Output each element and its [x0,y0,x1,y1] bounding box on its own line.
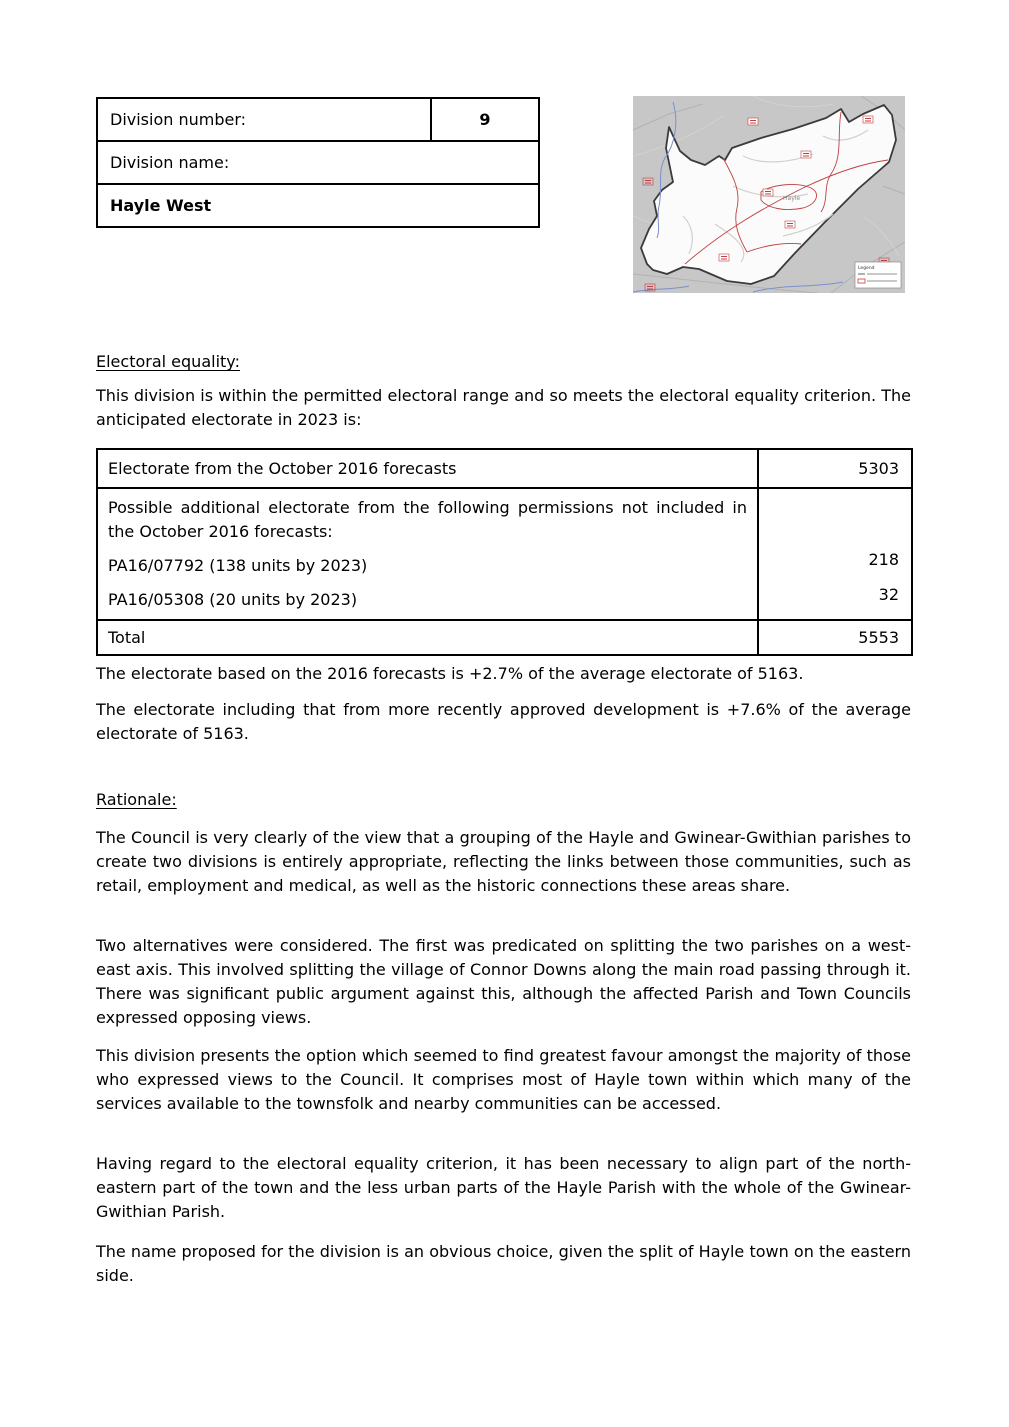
table-row [97,141,539,184]
table-row [97,184,539,227]
additional-electorate-label: Possible additional electorate from the following permissions not included in the October 2016 forecasts: [108,498,747,541]
division-map [633,96,905,293]
rationale-paragraph: The Council is very clearly of the view that a grouping of the Hayle and Gwinear-Gwithian parishes to create two divisions is entirely appropriate, reflecting the links between those communities, such as retail, employment and medical, as well as the historic connections these areas share. [96,828,911,895]
division-number-value: 9 [431,98,539,141]
division-number-label: Division number: [97,98,431,141]
division-info-table [96,97,540,228]
electoral-equality-heading: Electoral equality: [96,352,240,371]
map-legend-title: Legend [858,266,875,271]
permission-item: PA16/05308 (20 units by 2023) [108,590,358,609]
total-value: 5553 [758,620,912,655]
permission-value: 218 [868,550,899,569]
rationale-heading: Rationale: [96,790,177,809]
electorate-forecast-value: 5303 [758,449,912,488]
development-note: The electorate including that from more recently approved development is +7.6% of the average electorate of 5163. [96,700,911,743]
electorate-forecast-label: Electorate from the October 2016 forecasts [97,449,758,488]
permission-item: PA16/07792 (138 units by 2023) [108,556,368,575]
forecast-note: The electorate based on the 2016 forecasts is +2.7% of the average electorate of 5163. [96,664,804,683]
electoral-equality-intro: This division is within the permitted electoral range and so meets the electoral equality criterion. The anticipated electorate in 2023 is: [96,386,911,429]
total-label: Total [97,620,758,655]
map-place-label: Hayle [783,195,801,202]
rationale-paragraph: Two alternatives were considered. The first was predicated on splitting the two parishes on a west-east axis. This involved splitting the village of Connor Downs along the main road passing through it. There was significant public argument against this, although the affected Parish and Town Councils expressed opposing views. [96,936,911,1027]
division-map-image [633,96,905,293]
table-row [97,98,539,141]
electorate-table [96,448,913,656]
rationale-paragraph: The name proposed for the division is an obvious choice, given the split of Hayle town on the eastern side. [96,1242,911,1285]
table-row [97,620,912,655]
permission-value: 32 [878,585,899,604]
rationale-paragraph: This division presents the option which seemed to find greatest favour amongst the majority of those who expressed views to the Council. It comprises most of Hayle town within which many of the services available to the townsfolk and nearby communities can be accessed. [96,1046,911,1113]
table-row [97,488,912,620]
map-legend [855,262,901,288]
rationale-paragraph: Having regard to the electoral equality criterion, it has been necessary to align part of the north-eastern part of the town and the less urban parts of the Hayle Parish with the whole of the Gwinear-Gwithian Parish. [96,1154,911,1221]
division-name-label: Division name: [97,141,539,184]
division-name-value: Hayle West [97,184,539,227]
table-row [97,449,912,488]
